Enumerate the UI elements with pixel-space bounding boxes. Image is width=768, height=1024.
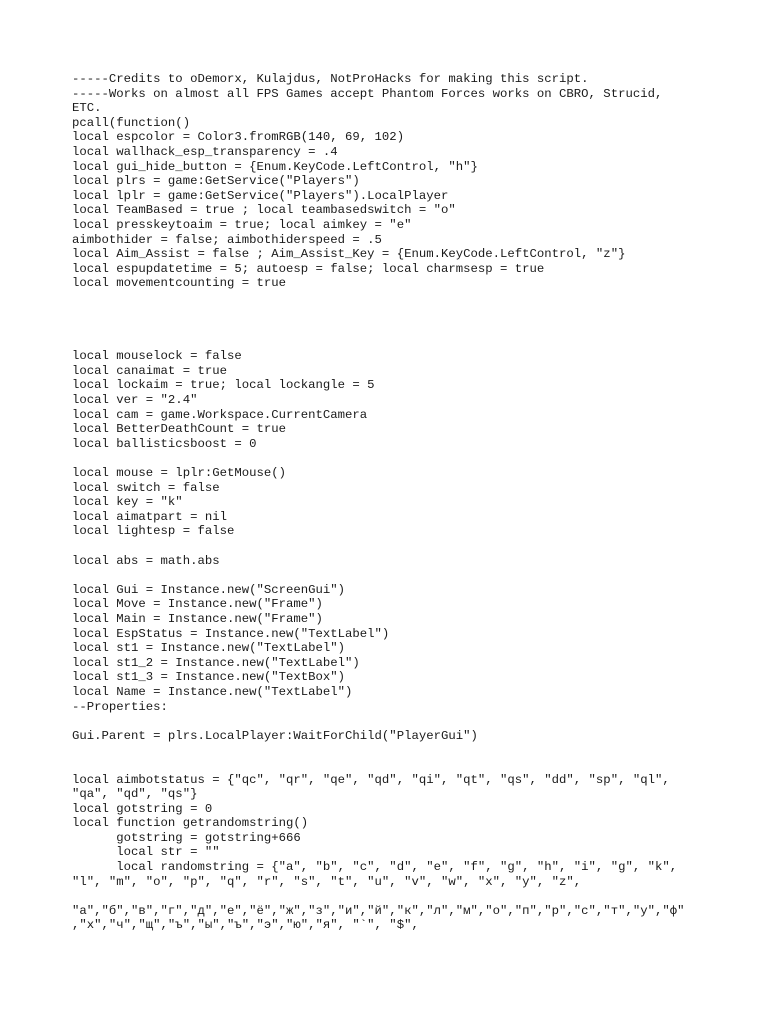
code-line: local wallhack_esp_transparency = .4 <box>72 144 338 159</box>
code-line: local gui_hide_button = {Enum.KeyCode.LeftControl, "h"} <box>72 159 478 174</box>
code-line: local presskeytoaim = true; local aimkey = "e" <box>72 217 412 232</box>
code-line: local Main = Instance.new("Frame") <box>72 611 323 626</box>
code-line: local aimbotstatus = {"qc", "qr", "qe", "qd", "qi", "qt", "qs", "dd", "sp", "ql", <box>72 772 670 787</box>
code-line: local espcolor = Color3.fromRGB(140, 69, 102) <box>72 130 405 145</box>
code-line: local gotstring = 0 <box>72 801 213 816</box>
code-block-header <box>72 72 712 291</box>
spacer <box>72 714 712 729</box>
code-line: local key = "k" <box>72 495 183 510</box>
code-line: local lplr = game:GetService("Players").LocalPlayer <box>72 188 449 203</box>
code-line: -----Works on almost all FPS Games accept Phantom Forces works on CBRO, Strucid, <box>72 86 663 101</box>
code-block-instances <box>72 583 712 714</box>
spacer <box>72 451 712 466</box>
code-block-settings <box>72 349 712 451</box>
code-line: local BetterDeathCount = true <box>72 422 287 437</box>
code-line: aimbothider = false; aimbothiderspeed = .5 <box>72 232 382 247</box>
code-block-random-string <box>72 773 712 890</box>
code-line: local switch = false <box>72 480 220 495</box>
code-line: local randomstring = {"a", "b", "c", "d", "e", "f", "g", "h", "i", "g", "k", <box>72 860 678 875</box>
code-line: local cam = game.Workspace.CurrentCamera <box>72 407 368 422</box>
code-line: local ballisticsboost = 0 <box>72 436 257 451</box>
code-line: pcall(function() <box>72 115 191 130</box>
code-line: local st1 = Instance.new("TextLabel") <box>72 641 346 656</box>
code-line: ETC. <box>72 101 102 116</box>
spacer <box>72 539 712 554</box>
code-line: ,"х","ч","щ","ъ","ы","ъ","э","ю","я", "`", "$", <box>72 918 419 933</box>
code-line: local lockaim = true; local lockangle = 5 <box>72 378 375 393</box>
code-block-cyrillic <box>72 904 712 933</box>
code-block-gui-parent <box>72 729 712 744</box>
spacer <box>72 291 712 349</box>
spacer <box>72 743 712 772</box>
code-line: local plrs = game:GetService("Players") <box>72 174 360 189</box>
code-line: local Aim_Assist = false ; Aim_Assist_Key = {Enum.KeyCode.LeftControl, "z"} <box>72 247 626 262</box>
code-line: local aimatpart = nil <box>72 509 227 524</box>
code-line: local mouselock = false <box>72 349 242 364</box>
code-line: "l", "m", "o", "p", "q", "r", "s", "t", "u", "v", "w", "x", "y", "z", <box>72 874 582 889</box>
code-line: "qa", "qd", "qs"} <box>72 787 198 802</box>
code-line: --Properties: <box>72 699 168 714</box>
code-line: local lightesp = false <box>72 524 235 539</box>
code-line: "а","б","в","г","д","е","ё","ж","з","и","й","к","л","м","о","п","р","с","т","у","ф" <box>72 903 685 918</box>
code-line: gotstring = gotstring+666 <box>72 830 301 845</box>
code-line: local ver = "2.4" <box>72 393 198 408</box>
code-line: local canaimat = true <box>72 363 227 378</box>
code-line: local str = "" <box>72 845 220 860</box>
spacer <box>72 568 712 583</box>
code-line: local function getrandomstring() <box>72 816 309 831</box>
code-line: local TeamBased = true ; local teambasedswitch = "o" <box>72 203 456 218</box>
spacer <box>72 889 712 904</box>
code-line: local movementcounting = true <box>72 276 287 291</box>
code-block-mouse <box>72 466 712 539</box>
script-document <box>72 72 712 933</box>
code-line: local Move = Instance.new("Frame") <box>72 597 323 612</box>
code-line: local st1_2 = Instance.new("TextLabel") <box>72 655 360 670</box>
code-line: -----Credits to oDemorx, Kulajdus, NotProHacks for making this script. <box>72 72 589 86</box>
code-line: Gui.Parent = plrs.LocalPlayer:WaitForChild("PlayerGui") <box>72 728 478 743</box>
code-block-math <box>72 554 712 569</box>
code-line: local st1_3 = Instance.new("TextBox") <box>72 670 346 685</box>
code-line: local abs = math.abs <box>72 553 220 568</box>
code-line: local Name = Instance.new("TextLabel") <box>72 684 353 699</box>
code-line: local mouse = lplr:GetMouse() <box>72 466 287 481</box>
code-line: local Gui = Instance.new("ScreenGui") <box>72 582 346 597</box>
code-line: local EspStatus = Instance.new("TextLabel") <box>72 626 390 641</box>
code-line: local espupdatetime = 5; autoesp = false; local charmsesp = true <box>72 261 545 276</box>
